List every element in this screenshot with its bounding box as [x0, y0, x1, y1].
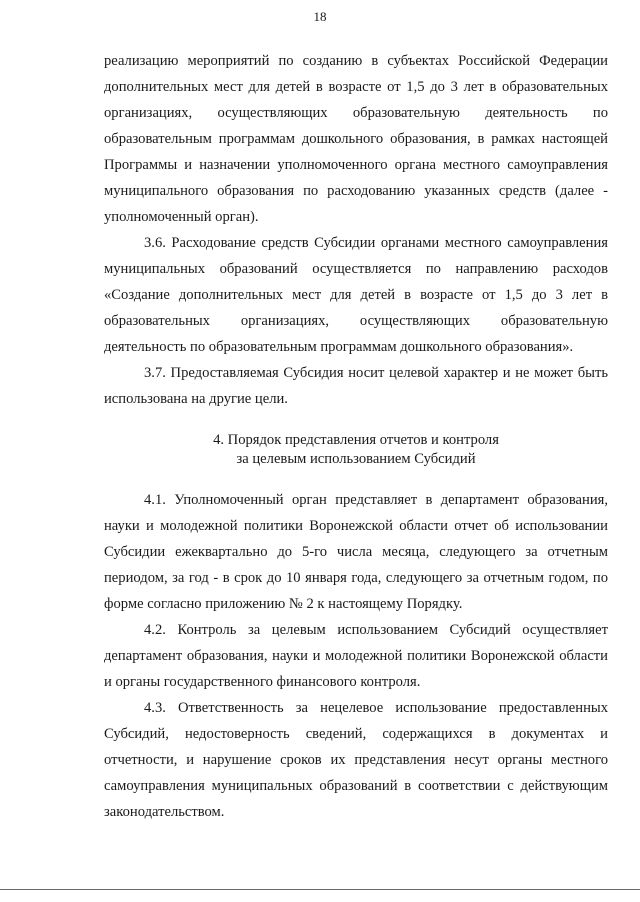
paragraph-continuation: реализацию мероприятий по созданию в субъектах Российской Федерации дополнительных мест для детей в возрасте от 1,5 до 3 лет в образовательных организациях, осуществляющих образовательную деятельность по образовательным программам дошкольного образования, в рамках настоящей Программы и назначении уполномоченного органа местного самоуправления муниципального образования по расходованию указанных средств (далее - уполномоченный орган).	[104, 53, 608, 225]
paragraph-3-6: 3.6. Расходование средств Субсидии органами местного самоуправления муниципальных образований осуществляется по направлению расходов «Создание дополнительных мест для детей в возрасте от 1,5 до 3 лет в образовательных организациях, осуществляющих образовательную деятельность по образовательным программам дошкольного образования».	[104, 235, 608, 355]
page-bottom-rule	[0, 889, 640, 890]
page-number: 18	[313, 9, 327, 24]
paragraph-4-1: 4.1. Уполномоченный орган представляет в департамент образования, науки и молодежной политики Воронежской области отчет об использовании Субсидии ежеквартально до 5-го числа месяца, следующего за отчетным периодом, за год - в срок до 10 января года, следующего за отчетным годом, по форме согласно приложению № 2 к настоящему Порядку.	[104, 492, 608, 612]
paragraph-4-2: 4.2. Контроль за целевым использованием Субсидий осуществляет департамент образования, науки и молодежной политики Воронежской области и органы государственного финансового контроля.	[104, 622, 608, 690]
paragraph-3-7: 3.7. Предоставляемая Субсидия носит целевой характер и не может быть использована на другие цели.	[104, 365, 608, 407]
section-4-heading-line-1: 4. Порядок представления отчетов и контроля	[213, 432, 499, 448]
section-4-heading	[104, 431, 608, 469]
section-4-heading-line-2: за целевым использованием Субсидий	[236, 451, 476, 467]
paragraph-4-3: 4.3. Ответственность за нецелевое использование предоставленных Субсидий, недостоверность сведений, содержащихся в документах и отчетности, и нарушение сроков их представления несут органы местного самоуправления муниципальных образований в соответствии с действующим законодательством.	[104, 700, 608, 820]
document-body	[104, 48, 608, 825]
